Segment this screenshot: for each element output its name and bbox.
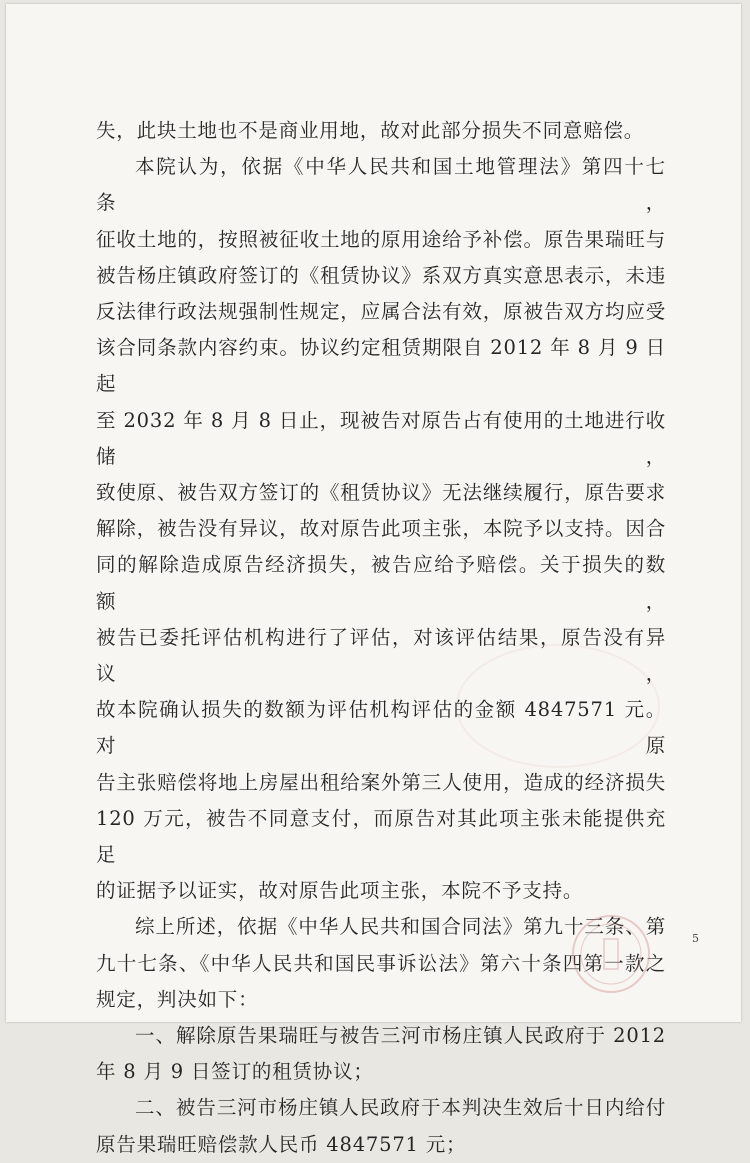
paragraph-line: 120 万元，被告不同意支付，而原告对其此项主张未能提供充足	[96, 806, 666, 867]
page-number: 5	[692, 932, 699, 945]
seal-stamp-icon	[566, 909, 686, 999]
paragraph-line: 一、解除原告果瑞旺与被告三河市杨庄镇人民政府于 2012	[135, 1024, 666, 1048]
paragraph-line: 被告杨庄镇政府签订的《租赁协议》系双方真实意思表示，未违	[96, 263, 666, 287]
judgment-text	[96, 113, 666, 1163]
paragraph-line: 征收土地的，按照被征收土地的原用途给予补偿。原告果瑞旺与	[96, 227, 666, 251]
paragraph-line: 故本院确认损失的数额为评估机构评估的金额 4847571 元。对原	[96, 698, 666, 758]
document-page	[6, 4, 741, 1156]
paragraph-line: 致使原、被告双方签订的《租赁协议》无法继续履行，原告要求	[96, 481, 666, 505]
paragraph-line: 年 8 月 9 日签订的租赁协议；	[96, 1060, 374, 1084]
paragraph-line: 被告已委托评估机构进行了评估，对该评估结果，原告没有异议，	[96, 625, 666, 686]
paragraph-line: 失，此块土地也不是商业用地，故对此部分损失不同意赔偿。	[96, 119, 645, 142]
paragraph-line: 综上所述，依据《中华人民共和国合同法》第九十三条、第	[135, 915, 666, 939]
paragraph-line: 本院认为，依据《中华人民共和国土地管理法》第四十七条，	[96, 155, 666, 215]
paragraph-line: 该合同条款内容约束。协议约定租赁期限自 2012 年 8 月 9 日起	[96, 336, 666, 396]
paragraph-line: 同的解除造成原告经济损失，被告应给予赔偿。关于损失的数额，	[96, 553, 666, 613]
paragraph-line: 二、被告三河市杨庄镇人民政府于本判决生效后十日内给付	[135, 1096, 666, 1120]
paragraph-line: 原告果瑞旺赔偿款人民币 4847571 元；	[96, 1132, 467, 1156]
paragraph-line: 规定，判决如下：	[96, 987, 259, 1011]
paragraph-line: 九十七条、《中华人民共和国民事诉讼法》第六十条四第一款之	[96, 951, 666, 975]
paragraph-line: 告主张赔偿将地上房屋出租给案外第三人使用，造成的经济损失	[96, 770, 666, 794]
paragraph-line: 至 2032 年 8 月 8 日止，现被告对原告占有使用的土地进行收储，	[96, 408, 666, 468]
paragraph-line: 解除，被告没有异议，故对原告此项主张，本院予以支持。因合	[96, 517, 666, 541]
paragraph-line: 反法律行政法规强制性规定，应属合法有效，原被告双方均应受	[96, 300, 666, 324]
paragraph-line: 的证据予以证实，故对原告此项主张，本院不予支持。	[96, 879, 584, 903]
